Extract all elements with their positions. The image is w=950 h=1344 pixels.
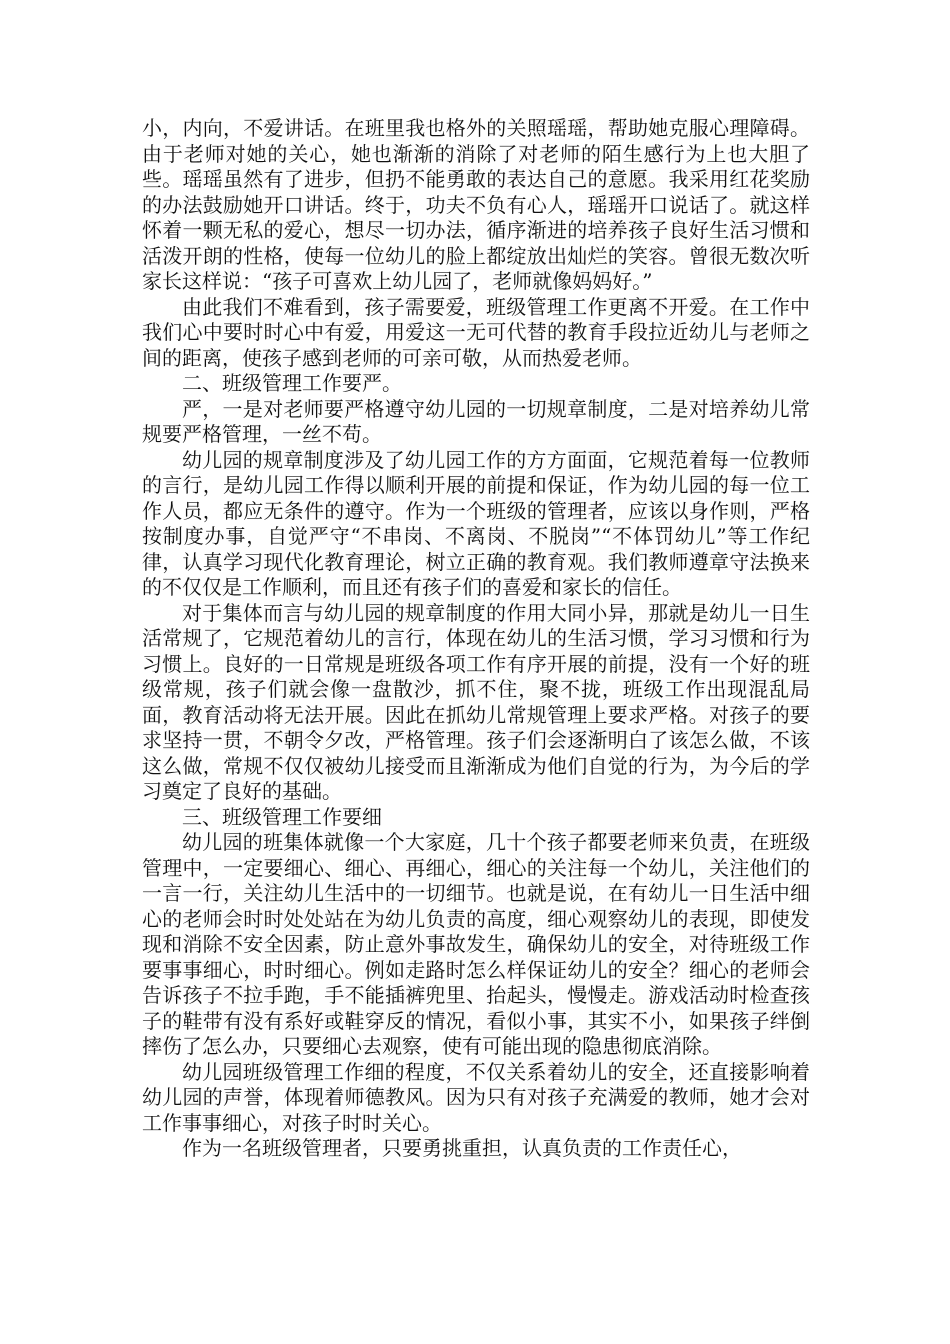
paragraph-careful-details: 幼儿园的班集体就像一个大家庭，几十个孩子都要老师来负责，在班级管理中，一定要细心、细心、再细心，细心的关注每一个幼儿，关注他们的一言一行，关注幼儿生活中的一切细节。也就是说，在有幼儿一日生活中细心的老师会时时处处站在为幼儿负责的高度，细心观察幼儿的表现，即使发现和消除不安全因素，防止意外事故发生，确保幼儿的安全，对待班级工作要事事细心，时时细心。例如走路时怎么样保证幼儿的安全？细心的老师会告诉孩子不拉手跑，手不能插裤兜里、抬起头，慢慢走。游戏活动时检查孩子的鞋带有没有系好或鞋穿反的情况，看似小事，其实不小，如果孩子绊倒摔伤了怎么办，只要细心去观察，使有可能出现的隐患彻底消除。 <box>142 830 810 1058</box>
paragraph-manager-responsibility: 作为一名班级管理者，只要勇挑重担，认真负责的工作责任心， <box>182 1136 742 1160</box>
paragraph-rules: 幼儿园的规章制度涉及了幼儿园工作的方方面面，它规范着每一位教师的言行，是幼儿园工作得以顺利开展的前提和保证，作为幼儿园的每一位工作人员，都应无条件的遵守。作为一个班级的管理者，应该以身作则，严格按制度办事，自觉严守“不串岗、不离岗、不脱岗”“不体罚幼儿”等工作纪律，认真学习现代化教育理论，树立正确的教育观。我们教师遵章守法换来的不仅仅是工作顺利，而且还有孩子们的喜爱和家长的信任。 <box>142 447 810 599</box>
document-body <box>142 116 810 1162</box>
paragraph-strict-intro: 严，一是对老师要严格遵守幼儿园的一切规章制度，二是对培养幼儿常规要严格管理，一丝不苟。 <box>142 396 810 446</box>
section-heading-careful: 三、班级管理工作要细 <box>182 804 382 829</box>
paragraph-careful-importance: 幼儿园班级管理工作细的程度，不仅关系着幼儿的安全，还直接影响着幼儿园的声誉，体现着师德教风。因为只有对孩子充满爱的教师，她才会对工作事事细心，对孩子时时关心。 <box>142 1059 810 1135</box>
paragraph-daily-routine: 对于集体而言与幼儿园的规章制度的作用大同小异，那就是幼儿一日生活常规了，它规范着幼儿的言行，体现在幼儿的生活习惯，学习习惯和行为习惯上。良好的一日常规是班级各项工作有序开展的前提，没有一个好的班级常规，孩子们就会像一盘散沙，抓不住，聚不拢，班级工作出现混乱局面，教育活动将无法开展。因此在抓幼儿常规管理上要求严格。对孩子的要求坚持一贯，不朝令夕改，严格管理。孩子们会逐渐明白了该怎么做，不该这么做，常规不仅仅被幼儿接受而且渐渐成为他们自觉的行为，为今后的学习奠定了良好的基础。 <box>142 600 810 803</box>
paragraph-love-summary: 由此我们不难看到，孩子需要爱，班级管理工作更离不开爱。在工作中我们心中要时时心中有爱，用爱这一无可代替的教育手段拉近幼儿与老师之间的距离，使孩子感到老师的可亲可敬，从而热爱老师。 <box>142 294 810 370</box>
section-heading-strict: 二、班级管理工作要严。 <box>182 371 402 395</box>
paragraph-continuation: 小，内向，不爱讲话。在班里我也格外的关照瑶瑶，帮助她克服心理障碍。由于老师对她的关心，她也渐渐的消除了对老师的陌生感行为上也大胆了些。瑶瑶虽然有了进步，但扔不能勇敢的表达自己的意愿。我采用红花奖励的办法鼓励她开口讲话。终于，功夫不负有心人，瑶瑶开口说话了。就这样怀着一颗无私的爱心，想尽一切办法，循序渐进的培养孩子良好生活习惯和活泼开朗的性格，使每一位幼儿的脸上都绽放出灿烂的笑容。曾很无数次听家长这样说：“孩子可喜欢上幼儿园了，老师就像妈妈好。” <box>142 116 810 293</box>
